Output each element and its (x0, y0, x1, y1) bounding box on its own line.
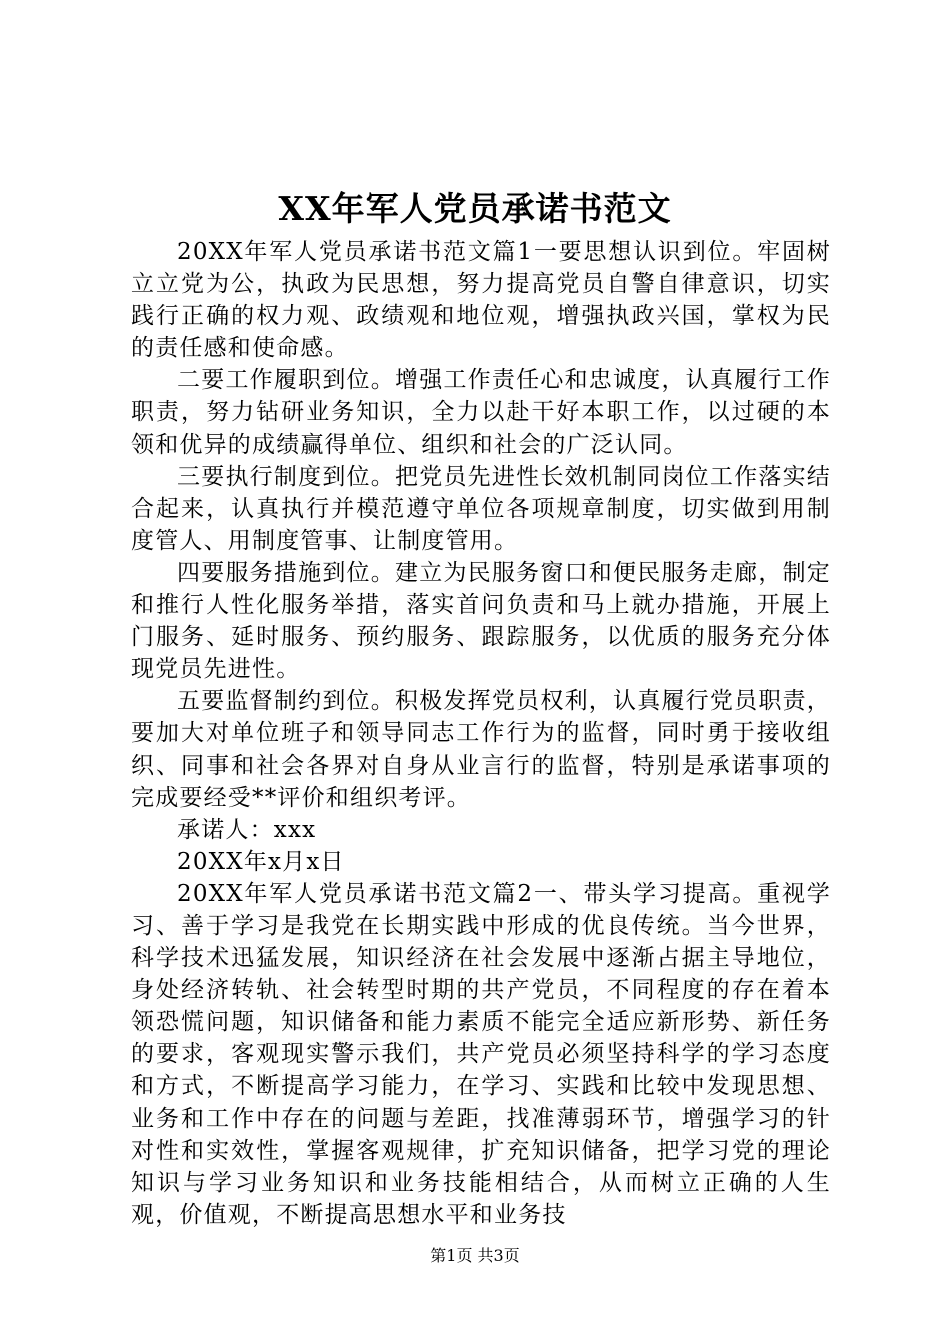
paragraph-3: 三要执行制度到位。把党员先进性长效机制同岗位工作落实结合起来，认真执行并模范遵守单位各项规章制度，切实做到用制度管人、用制度管事、让制度管用。 (131, 463, 831, 554)
paragraph-5: 五要监督制约到位。积极发挥党员权利，认真履行党员职责，要加大对单位班子和领导同志工作行为的监督，同时勇于接收组织、同事和社会各界对自身从业言行的监督，特别是承诺事项的完成要经受**评价和组织考评。 (131, 688, 831, 811)
page-footer: 第1页 共3页 (430, 1246, 520, 1265)
paragraph-1: 20XX年军人党员承诺书范文篇1一要思想认识到位。牢固树立立党为公，执政为民思想，努力提高党员自警自律意识，切实践行正确的权力观、政绩观和地位观，增强执政兴国，掌权为民的责任感和使命感。 (131, 239, 831, 362)
date-line: 20XX年x月x日 (177, 848, 345, 875)
document-title: XX年军人党员承诺书范文 (278, 189, 672, 228)
document-body (131, 236, 831, 1231)
paragraph-2: 二要工作履职到位。增强工作责任心和忠诚度，认真履行工作职责，努力钻研业务知识，全力以赴干好本职工作，以过硬的本领和优异的成绩赢得单位、组织和社会的广泛认同。 (131, 367, 831, 458)
paragraph-4: 四要服务措施到位。建立为民服务窗口和便民服务走廊，制定和推行人性化服务举措，落实首问负责和马上就办措施，开展上门服务、延时服务、预约服务、跟踪服务，以优质的服务充分体现党员先进性。 (131, 559, 831, 683)
paragraph-6: 20XX年军人党员承诺书范文篇2一、带头学习提高。重视学习、善于学习是我党在长期实践中形成的优良传统。当今世界，科学技术迅猛发展，知识经济在社会发展中逐渐占据主导地位，身处经济转轨、社会转型时期的共产党员，不同程度的存在着本领恐慌问题，知识储备和能力素质不能完全适应新形势、新任务的要求，客观现实警示我们，共产党员必须坚持科学的学习态度和方式，不断提高学习能力，在学习、实践和比较中发现思想、业务和工作中存在的问题与差距，找准薄弱环节，增强学习的针对性和实效性，掌握客观规律，扩充知识储备，把学习党的理论知识与学习业务知识和业务技能相结合，从而树立正确的人生观，价值观，不断提高思想水平和业务技 (131, 880, 831, 1228)
signatory-line: 承诺人：xxx (177, 816, 317, 843)
